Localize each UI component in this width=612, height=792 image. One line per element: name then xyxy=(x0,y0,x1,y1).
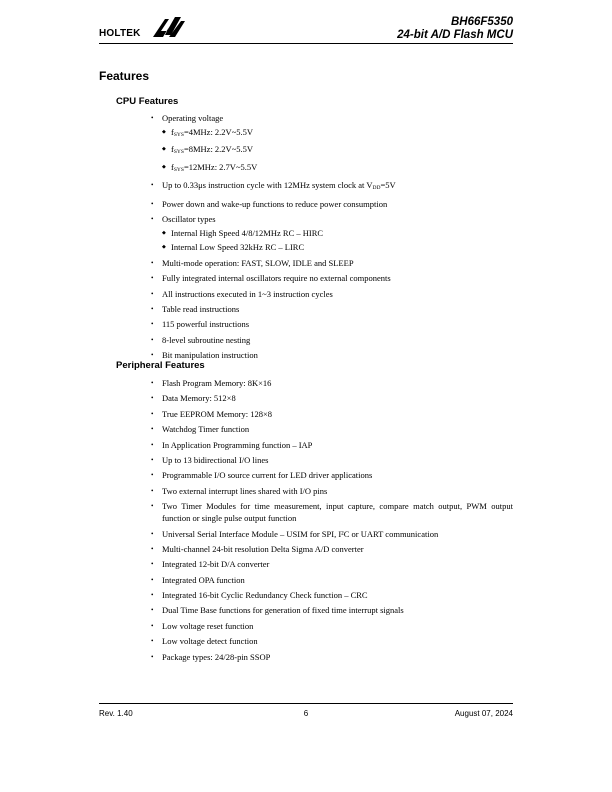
list-item: • Package types: 24/28-pin SSOP xyxy=(151,651,513,663)
list-item: • Multi-mode operation: FAST, SLOW, IDLE and SLEEP xyxy=(151,257,513,269)
sub-list-item: ◆ Internal High Speed 4/8/12MHz RC – HIRC xyxy=(162,227,513,239)
cpu-features-heading: CPU Features xyxy=(116,96,179,107)
list-item: • Up to 13 bidirectional I/O lines xyxy=(151,454,513,466)
list-item: • Table read instructions xyxy=(151,303,513,315)
doc-subtitle: 24-bit A/D Flash MCU xyxy=(397,29,513,41)
page-number: 6 xyxy=(303,709,309,718)
sub-list-item: ◆ Internal Low Speed 32kHz RC – LIRC xyxy=(162,241,513,253)
sub-list-item: ◆ $f_{SYS}=8MHz$: 2.2V~5.5V xyxy=(162,143,513,158)
list-item: • Integrated OPA function xyxy=(151,574,513,586)
footer-rule xyxy=(99,703,513,704)
holtek-logo xyxy=(99,13,189,43)
list-item: • Multi-channel 24-bit resolution Delta Sigma A/D converter xyxy=(151,543,513,555)
sub-list-item: ◆ $f_{SYS}=4MHz$: 2.2V~5.5V xyxy=(162,126,513,141)
list-item: • Bit manipulation instruction xyxy=(151,349,513,361)
list-item: • Dual Time Base functions for generation of fixed time interrupt signals xyxy=(151,604,513,616)
oscillator-sublist xyxy=(162,227,513,253)
peripheral-features-list xyxy=(151,377,513,666)
list-item: • Up to 0.33μs instruction cycle with 12MHz system clock at $V_{DD}=5V$ xyxy=(151,179,513,194)
list-item: • Programmable I/O source current for LED driver applications xyxy=(151,469,513,481)
date: August 07, 2024 xyxy=(454,709,513,718)
list-item: • Power down and wake-up functions to reduce power consumption xyxy=(151,198,513,210)
list-item: • Universal Serial Interface Module – USIM for SPI, I²C or UART communication xyxy=(151,528,513,540)
list-item: • Low voltage reset function xyxy=(151,620,513,632)
document-header xyxy=(397,16,513,42)
peripheral-features-heading: Peripheral Features xyxy=(116,360,205,371)
operating-voltage-label: Operating voltage xyxy=(162,113,224,123)
header-rule xyxy=(99,43,513,44)
list-item: • Data Memory: 512×8 xyxy=(151,392,513,404)
list-item xyxy=(151,213,513,253)
list-item: • Two external interrupt lines shared with I/O pins xyxy=(151,485,513,497)
list-item: • Low voltage detect function xyxy=(151,635,513,647)
list-item: • Flash Program Memory: 8K×16 xyxy=(151,377,513,389)
logo-text: HOLTEK xyxy=(99,28,141,39)
operating-voltage-sublist xyxy=(162,126,513,176)
list-item: • In Application Programming function – IAP xyxy=(151,439,513,451)
part-number: BH66F5350 xyxy=(450,16,513,28)
revision: Rev. 1.40 xyxy=(99,709,133,718)
holtek-logo-mark-icon xyxy=(151,13,187,41)
cpu-features-list xyxy=(151,112,513,364)
list-item: • 8-level subroutine nesting xyxy=(151,334,513,346)
list-item: • True EEPROM Memory: 128×8 xyxy=(151,408,513,420)
oscillator-types-label: Oscillator types xyxy=(162,213,216,224)
list-item xyxy=(151,112,513,176)
list-item: • All instructions executed in 1~3 instruction cycles xyxy=(151,288,513,300)
list-item: • Integrated 16-bit Cyclic Redundancy Check function – CRC xyxy=(151,589,513,601)
list-item: • Watchdog Timer function xyxy=(151,423,513,435)
list-item: • 115 powerful instructions xyxy=(151,318,513,330)
sub-list-item: ◆ $f_{SYS}=12MHz$: 2.7V~5.5V xyxy=(162,161,513,176)
list-item: • Fully integrated internal oscillators require no external components xyxy=(151,272,513,284)
list-item: • Two Timer Modules for time measurement, input capture, compare match output, PWM output function or single pulse output function xyxy=(151,500,513,524)
page-title: Features xyxy=(99,69,150,83)
list-item: • Integrated 12-bit D/A converter xyxy=(151,558,513,570)
